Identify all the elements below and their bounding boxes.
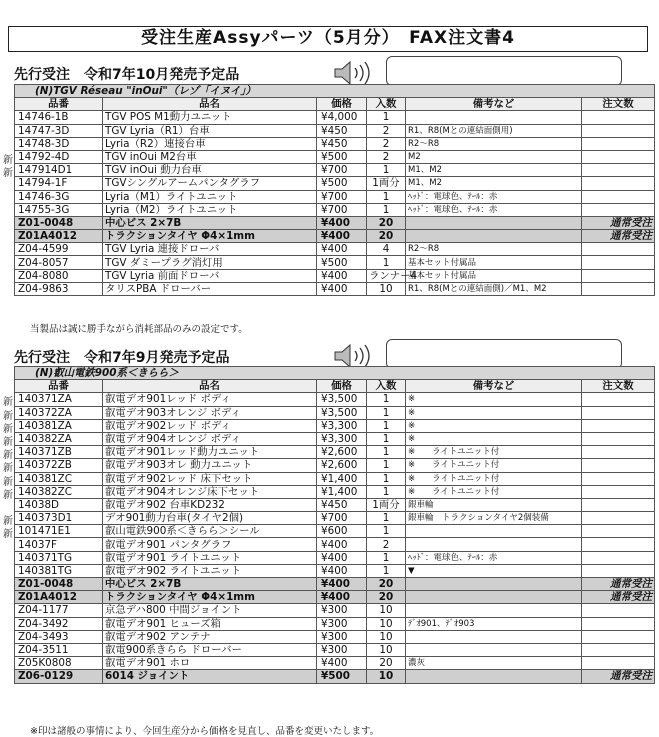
part-remarks (406, 643, 582, 656)
table-row (15, 124, 655, 137)
part-quantity: 20 (367, 578, 406, 591)
order-quantity-cell[interactable] (582, 419, 655, 432)
part-code: 14746-1B (15, 111, 103, 124)
part-name: 叡電デオ902 台車KD232 (103, 498, 317, 511)
part-name: 叡電デオ903オレンジ ボディ (103, 406, 317, 419)
part-code: Z04-3511 (15, 643, 103, 656)
order-quantity-cell[interactable] (582, 551, 655, 564)
part-code: 140371TG (15, 551, 103, 564)
header-qty: 入数 (367, 98, 406, 111)
series-band: (N)叡山電鉄900系＜きらら＞ (15, 367, 655, 380)
part-quantity: 1両分 (367, 177, 406, 190)
part-code: 14747-3D (15, 124, 103, 137)
part-code: 140382ZC (15, 485, 103, 498)
table-row (15, 111, 655, 124)
part-name: 叡電デオ902レッド 床下セット (103, 472, 317, 485)
part-price: ¥400 (317, 230, 367, 243)
part-name: 叡電デオ901 ホロ (103, 657, 317, 670)
order-quantity-cell[interactable] (582, 203, 655, 216)
part-code: 101471E1 (15, 525, 103, 538)
new-item-mark: 新 (3, 450, 13, 462)
part-quantity: 4 (367, 243, 406, 256)
part-name: TGV POS M1動力ユニット (103, 111, 317, 124)
order-quantity-cell[interactable] (582, 256, 655, 269)
part-name: 叡電デオ903オレ 動力ユニット (103, 459, 317, 472)
order-quantity-cell[interactable] (582, 498, 655, 511)
order-quantity-cell[interactable]: 通常受注 (582, 578, 655, 591)
table-row (15, 630, 655, 643)
part-name: 叡電デオ901 ヒューズ箱 (103, 617, 317, 630)
order-quantity-cell[interactable] (582, 643, 655, 656)
part-price: ¥700 (317, 512, 367, 525)
part-price: ¥400 (317, 551, 367, 564)
order-quantity-cell[interactable] (582, 243, 655, 256)
table-row (15, 604, 655, 617)
table-row (15, 137, 655, 150)
new-item-mark: 新 (3, 410, 13, 422)
order-quantity-cell[interactable] (582, 177, 655, 190)
part-name: 叡電デオ904オレンジ ボディ (103, 432, 317, 445)
part-name: 中心ビス 2×7B (103, 216, 317, 229)
order-table-1 (14, 84, 655, 296)
part-price: ¥1,400 (317, 472, 367, 485)
order-quantity-cell[interactable]: 通常受注 (582, 230, 655, 243)
new-item-mark: 新 (3, 168, 13, 180)
part-remarks (406, 230, 582, 243)
part-price: ¥400 (317, 657, 367, 670)
part-remarks (406, 578, 582, 591)
part-name: TGV Lyria（R1）台車 (103, 124, 317, 137)
order-quantity-cell[interactable] (582, 150, 655, 163)
part-quantity: 1 (367, 472, 406, 485)
header-name: 品名 (103, 98, 317, 111)
part-quantity: 1 (367, 564, 406, 577)
part-remarks: 基本セット付属品 (406, 256, 582, 269)
part-code: Z04-1177 (15, 604, 103, 617)
order-quantity-cell[interactable] (582, 164, 655, 177)
part-remarks: 基本セット付属品 (406, 269, 582, 282)
part-quantity: 2 (367, 538, 406, 551)
order-quantity-cell[interactable] (582, 432, 655, 445)
section-heading-1: 先行受注 令和7年10月発売予定品 (14, 67, 240, 83)
new-item-mark: 新 (3, 154, 13, 166)
part-remarks: ※ (406, 393, 582, 406)
part-code: 14792-4D (15, 150, 103, 163)
speaker-icon (333, 60, 381, 86)
part-quantity: 1 (367, 111, 406, 124)
series-band: (N)TGV Réseau "inOui"（レゾ「イヌイ」） (15, 85, 655, 98)
part-code: 140371ZB (15, 446, 103, 459)
part-name: 叡電デオ901レッド ボディ (103, 393, 317, 406)
part-price: ¥300 (317, 604, 367, 617)
part-code: 14794-1F (15, 177, 103, 190)
table-row (15, 459, 655, 472)
part-name: Lyria（M1）ライトユニット (103, 190, 317, 203)
column-header-row (15, 380, 655, 393)
part-price: ¥3,500 (317, 406, 367, 419)
part-price: ¥400 (317, 578, 367, 591)
part-name: Lyria（M2）ライトユニット (103, 203, 317, 216)
part-quantity: 1 (367, 406, 406, 419)
part-quantity: 1 (367, 485, 406, 498)
part-name: Lyria（R2）連接台車 (103, 137, 317, 150)
part-quantity: 20 (367, 230, 406, 243)
new-item-mark: 新 (3, 516, 13, 528)
table-row (15, 419, 655, 432)
header-order: 注文数 (582, 380, 655, 393)
part-code: 140382ZA (15, 432, 103, 445)
part-name: 叡山電鉄900系＜きらら＞シール (103, 525, 317, 538)
part-remarks: ※ (406, 419, 582, 432)
part-remarks (406, 630, 582, 643)
table-row (15, 657, 655, 670)
header-remarks: 備考など (406, 380, 582, 393)
part-code: 140381ZC (15, 472, 103, 485)
header-qty: 入数 (367, 380, 406, 393)
part-quantity: 1 (367, 190, 406, 203)
part-remarks: 銀車輪 トラクションタイヤ2個装備 (406, 512, 582, 525)
part-price: ¥400 (317, 564, 367, 577)
part-quantity: 1 (367, 164, 406, 177)
part-price: ¥700 (317, 164, 367, 177)
part-code: Z04-4599 (15, 243, 103, 256)
new-item-mark: 新 (3, 463, 13, 475)
part-price: ¥400 (317, 591, 367, 604)
order-quantity-cell[interactable]: 通常受注 (582, 670, 655, 683)
part-remarks: 濃灰 (406, 657, 582, 670)
header-remarks: 備考など (406, 98, 582, 111)
part-quantity: 1 (367, 419, 406, 432)
part-price: ¥3,300 (317, 419, 367, 432)
part-remarks: M1、M2 (406, 177, 582, 190)
part-code: Z01A4012 (15, 591, 103, 604)
part-quantity: 10 (367, 604, 406, 617)
table-row (15, 512, 655, 525)
part-name: 中心ビス 2×7B (103, 578, 317, 591)
part-remarks: ※ ライトユニット付 (406, 459, 582, 472)
table-row (15, 643, 655, 656)
order-quantity-cell[interactable] (582, 525, 655, 538)
part-code: 14038D (15, 498, 103, 511)
header-name: 品名 (103, 380, 317, 393)
table-row (15, 525, 655, 538)
part-quantity: ランナー4 (367, 269, 406, 282)
table-row (15, 591, 655, 604)
part-code: 14755-3G (15, 203, 103, 216)
part-quantity: 1 (367, 446, 406, 459)
part-quantity: 1 (367, 525, 406, 538)
part-name: 叡電デオ901 パンタグラフ (103, 538, 317, 551)
table-row (15, 393, 655, 406)
part-remarks (406, 604, 582, 617)
part-remarks: M1、M2 (406, 164, 582, 177)
part-price: ¥400 (317, 282, 367, 295)
part-name: デオ901動力台車(タイヤ2個) (103, 512, 317, 525)
part-code: Z06-0129 (15, 670, 103, 683)
table-row (15, 446, 655, 459)
part-remarks: ﾃﾞｵ901、ﾃﾞｵ903 (406, 617, 582, 630)
part-quantity: 10 (367, 617, 406, 630)
part-quantity: 20 (367, 591, 406, 604)
order-quantity-cell[interactable] (582, 111, 655, 124)
part-quantity: 1 (367, 432, 406, 445)
part-quantity: 1 (367, 393, 406, 406)
section-note-1: 当製品は誠に勝手ながら消耗部品のみの設定です。 (30, 324, 248, 335)
table-row (15, 578, 655, 591)
order-quantity-cell[interactable] (582, 459, 655, 472)
part-price: ¥300 (317, 630, 367, 643)
part-price: ¥500 (317, 256, 367, 269)
table-row (15, 551, 655, 564)
part-name: 叡電デオ901 ライトユニット (103, 551, 317, 564)
part-price: ¥400 (317, 269, 367, 282)
table-row (15, 538, 655, 551)
part-price: ¥500 (317, 150, 367, 163)
part-remarks: ﾍｯﾄﾞ：電球色、ﾃｰﾙ：赤 (406, 203, 582, 216)
part-price: ¥450 (317, 498, 367, 511)
part-remarks: ※ ライトユニット付 (406, 485, 582, 498)
series-band-row (15, 367, 655, 380)
part-code: 14746-3G (15, 190, 103, 203)
part-quantity: 10 (367, 630, 406, 643)
part-price: ¥3,300 (317, 432, 367, 445)
order-quantity-cell[interactable] (582, 485, 655, 498)
table-row (15, 282, 655, 295)
part-quantity: 1 (367, 459, 406, 472)
part-name: トラクションタイヤ Φ4×1mm (103, 591, 317, 604)
order-quantity-cell[interactable] (582, 282, 655, 295)
new-item-mark: 新 (3, 423, 13, 435)
header-order: 注文数 (582, 98, 655, 111)
part-remarks: R2～R8 (406, 137, 582, 150)
part-remarks: 銀車輪 (406, 498, 582, 511)
part-code: 140372ZB (15, 459, 103, 472)
series-band-row (15, 85, 655, 98)
part-quantity: 10 (367, 282, 406, 295)
order-quantity-cell[interactable] (582, 657, 655, 670)
part-price: ¥450 (317, 124, 367, 137)
table-row (15, 564, 655, 577)
part-price: ¥400 (317, 538, 367, 551)
part-code: Z01-0048 (15, 216, 103, 229)
table-row (15, 216, 655, 229)
part-code: 140371ZA (15, 393, 103, 406)
part-code: Z04-9863 (15, 282, 103, 295)
part-code: Z01-0048 (15, 578, 103, 591)
order-quantity-cell[interactable]: 通常受注 (582, 591, 655, 604)
order-quantity-cell[interactable] (582, 446, 655, 459)
part-name: 6014 ジョイント (103, 670, 317, 683)
part-remarks: M2 (406, 150, 582, 163)
order-quantity-cell[interactable] (582, 406, 655, 419)
order-quantity-cell[interactable] (582, 190, 655, 203)
new-item-mark: 新 (3, 397, 13, 409)
order-quantity-cell[interactable] (582, 617, 655, 630)
part-quantity: 1 (367, 203, 406, 216)
part-name: TGV inOui M2台車 (103, 150, 317, 163)
part-code: Z04-3493 (15, 630, 103, 643)
part-quantity: 2 (367, 137, 406, 150)
part-price: ¥400 (317, 243, 367, 256)
fax-input-box-1[interactable] (386, 56, 622, 86)
part-price: ¥700 (317, 203, 367, 216)
order-quantity-cell[interactable] (582, 124, 655, 137)
table-row (15, 617, 655, 630)
table-row (15, 243, 655, 256)
table-row (15, 498, 655, 511)
part-remarks: R1、R8(Mとの連結面側)／M1、M2 (406, 282, 582, 295)
table-row (15, 256, 655, 269)
order-quantity-cell[interactable] (582, 564, 655, 577)
part-price: ¥500 (317, 177, 367, 190)
header-code: 品番 (15, 98, 103, 111)
part-price: ¥4,000 (317, 111, 367, 124)
part-remarks: ※ ライトユニット付 (406, 472, 582, 485)
part-name: トラクションタイヤ Φ4×1mm (103, 230, 317, 243)
part-name: タリスPBA ドローバー (103, 282, 317, 295)
part-code: 140381ZA (15, 419, 103, 432)
part-remarks (406, 525, 582, 538)
part-code: Z05K0808 (15, 657, 103, 670)
order-quantity-cell[interactable] (582, 137, 655, 150)
part-price: ¥600 (317, 525, 367, 538)
part-remarks: ※ ライトユニット付 (406, 446, 582, 459)
column-header-row (15, 98, 655, 111)
header-code: 品番 (15, 380, 103, 393)
new-item-mark: 新 (3, 489, 13, 501)
order-quantity-cell[interactable] (582, 393, 655, 406)
part-code: 140373D1 (15, 512, 103, 525)
part-code: Z04-8057 (15, 256, 103, 269)
order-quantity-cell[interactable] (582, 269, 655, 282)
part-name: TGV Lyria 前面ドローバ (103, 269, 317, 282)
part-price: ¥3,500 (317, 393, 367, 406)
part-name: 叡電デオ902 アンテナ (103, 630, 317, 643)
part-remarks (406, 216, 582, 229)
part-remarks: ﾍｯﾄﾞ：電球色、ﾃｰﾙ：赤 (406, 190, 582, 203)
section-heading-2: 先行受注 令和7年9月発売予定品 (14, 350, 230, 366)
order-quantity-cell[interactable]: 通常受注 (582, 216, 655, 229)
part-name: TGV ダミープラグ消灯用 (103, 256, 317, 269)
part-price: ¥300 (317, 617, 367, 630)
part-price: ¥450 (317, 137, 367, 150)
table-row (15, 150, 655, 163)
part-remarks: ※ (406, 432, 582, 445)
part-code: 14748-3D (15, 137, 103, 150)
part-name: 叡電デオ902レッド ボディ (103, 419, 317, 432)
part-remarks (406, 591, 582, 604)
part-code: Z04-8080 (15, 269, 103, 282)
order-quantity-cell[interactable] (582, 512, 655, 525)
new-item-mark: 新 (3, 436, 13, 448)
part-name: 叡電900系きらら ドローバー (103, 643, 317, 656)
part-remarks: R2～R8 (406, 243, 582, 256)
part-code: 140372ZA (15, 406, 103, 419)
header-price: 価格 (317, 98, 367, 111)
part-name: 叡電デオ904オレンジ床下セット (103, 485, 317, 498)
part-quantity: 10 (367, 643, 406, 656)
order-quantity-cell[interactable] (582, 630, 655, 643)
part-code: Z01A4012 (15, 230, 103, 243)
table-row (15, 406, 655, 419)
table-row (15, 203, 655, 216)
part-remarks: R1、R8(Mとの連結面側用) (406, 124, 582, 137)
part-price: ¥500 (317, 670, 367, 683)
order-quantity-cell[interactable] (582, 472, 655, 485)
table-row (15, 670, 655, 683)
part-name: 叡電デオ902 ライトユニット (103, 564, 317, 577)
table-row (15, 485, 655, 498)
part-remarks (406, 670, 582, 683)
part-quantity: 1 (367, 256, 406, 269)
table-row (15, 269, 655, 282)
part-quantity: 1 (367, 551, 406, 564)
part-price: ¥400 (317, 216, 367, 229)
page-title: 受注生産Assyパーツ（5月分） FAX注文書4 (8, 26, 648, 52)
part-price: ¥2,600 (317, 446, 367, 459)
new-item-mark: 新 (3, 529, 13, 541)
part-name: 叡電デオ901レッド動力ユニット (103, 446, 317, 459)
part-remarks: ※ (406, 406, 582, 419)
part-quantity: 20 (367, 657, 406, 670)
part-name: TGVシングルアームパンタグラフ (103, 177, 317, 190)
order-quantity-cell[interactable] (582, 538, 655, 551)
part-price: ¥2,600 (317, 459, 367, 472)
section-note-2: ※印は諸般の事情により、今回生産分から価格を見直し、品番を変更いたします。 (30, 726, 380, 737)
table-row (15, 472, 655, 485)
order-table-2 (14, 366, 655, 684)
part-remarks (406, 111, 582, 124)
part-quantity: 20 (367, 216, 406, 229)
part-code: 14037F (15, 538, 103, 551)
part-name: 京急デハ800 中間ジョイント (103, 604, 317, 617)
part-price: ¥300 (317, 643, 367, 656)
fax-input-box-2[interactable] (386, 339, 622, 369)
part-quantity: 1両分 (367, 498, 406, 511)
order-quantity-cell[interactable] (582, 604, 655, 617)
part-remarks: ▼ (406, 564, 582, 577)
part-code: 140381TG (15, 564, 103, 577)
part-price: ¥700 (317, 190, 367, 203)
table-row (15, 230, 655, 243)
part-quantity: 2 (367, 124, 406, 137)
part-name: TGV Lyria 連接ドローバ (103, 243, 317, 256)
table-row (15, 432, 655, 445)
part-name: TGV inOui 動力台車 (103, 164, 317, 177)
part-code: Z04-3492 (15, 617, 103, 630)
table-row (15, 164, 655, 177)
part-code: 147914D1 (15, 164, 103, 177)
part-quantity: 2 (367, 150, 406, 163)
header-price: 価格 (317, 380, 367, 393)
table-row (15, 190, 655, 203)
part-quantity: 1 (367, 512, 406, 525)
part-quantity: 10 (367, 670, 406, 683)
new-item-mark: 新 (3, 476, 13, 488)
table-row (15, 177, 655, 190)
part-remarks (406, 538, 582, 551)
part-remarks: ﾍｯﾄﾞ：電球色、ﾃｰﾙ：赤 (406, 551, 582, 564)
part-price: ¥1,400 (317, 485, 367, 498)
